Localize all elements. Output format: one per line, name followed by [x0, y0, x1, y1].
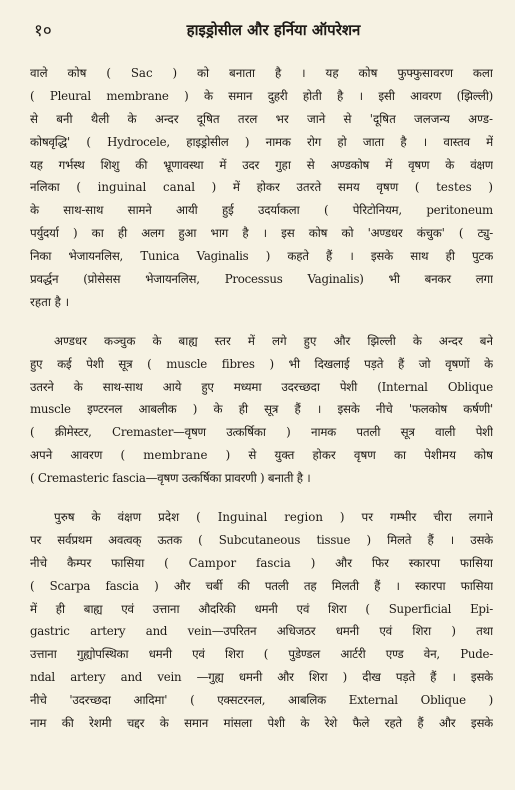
text-line: नलिका ( inguinal canal ) में होकर उतरते समय वृषण ( testes )	[30, 180, 493, 195]
text-line: ( क्रीमेस्टर, Cremaster—वृषण उत्कर्षिका ) नामक पतली सूत्र वाली पेशी	[30, 425, 493, 440]
text-line: पर सर्वप्रथम अवत्वक् ऊतक ( Subcutaneous tissue ) मिलते हैं । उसके	[30, 532, 493, 547]
text-line: नाम की रेशमी चद्दर के समान मांसला पेशी के रेशे फैले रहते हैं और इसके	[30, 716, 493, 731]
text-line: उत्ताना गुह्योपस्थिका धमनी एवं शिरा ( पुडेण्डल आर्टरी एण्ड वेन, Pude-	[30, 647, 493, 662]
paragraph-inguinal-incision	[30, 506, 493, 735]
text-line: वाले कोष ( Sac ) को बनाता है । यह कोष फुफ्फुसावरण कला	[30, 66, 493, 80]
text-line: कोषवृद्धि' ( Hydrocele, हाइड्रोसील ) नामक रोग हो जाता है । वास्तव में	[30, 134, 493, 149]
text-line: ( Scarpa fascia ) और चर्बी की पतली तह मिलती हैं । स्कारपा फासिया	[30, 578, 493, 593]
text-line: पुरुष के वंक्षण प्रदेश ( Inguinal region ) पर गम्भीर चीरा लगाने	[54, 510, 493, 525]
text-line: निका भेजायनलिस, Tunica Vaginalis ) कहते हैं । इसके साथ ही पुटक	[30, 249, 493, 264]
running-title: हाइड्रोसील और हर्निया ऑपरेशन	[186, 21, 361, 39]
text-line: अण्डधर कञ्चुक के बाह्य स्तर में लगे हुए और झिल्ली के अन्दर बने	[54, 333, 493, 348]
text-line: अपने आवरण ( membrane ) से युक्त होकर वृषण का पेशीमय कोष	[30, 448, 493, 463]
text-line: के साथ-साथ सामने आयी हुई उदर्याकला ( पेरिटोनियम, peritoneum	[30, 203, 493, 218]
text-line: यह गर्भस्थ शिशु की भ्रूणावस्था में उदर गुहा से अण्डकोष में वृषण के वंक्षण	[30, 157, 493, 172]
text-line: नीचे 'उदरच्छदा आदिमा' ( एक्सटरनल, आबलिक External Oblique )	[30, 693, 493, 708]
text-line: में ही बाह्य एवं उत्ताना औदरिकी धमनी एवं शिरा ( Superficial Epi-	[30, 601, 493, 616]
body-text	[30, 62, 493, 735]
text-line: से बनी थैली के अन्दर दूषित तरल भर जाने से 'दूषित जलजन्य अण्ड-	[30, 111, 493, 126]
text-line: रहता है ।	[30, 294, 70, 309]
text-line: पर्युदर्या ) का ही अलग हुआ भाग है । इस कोष को 'अण्डधर कंचुक' ( ट्यु-	[30, 226, 493, 241]
page-header	[30, 16, 493, 48]
text-line: उतरने के साथ-साथ आये हुए मध्यमा उदरच्छदा पेशी (Internal Oblique	[30, 379, 493, 394]
text-line: gastric artery and vein—उपरितन अधिजठर धमनी एवं शिरा ) तथा	[30, 624, 493, 639]
text-line: नीचे कैम्पर फासिया ( Campor fascia ) और फिर स्कारपा फासिया	[30, 555, 493, 570]
paragraph-cremaster	[30, 330, 493, 490]
text-line: ( Pleural membrane ) के समान दुहरी होती है । इसी आवरण (झिल्ली)	[30, 88, 493, 103]
text-line: ndal artery and vein —गुह्य धमनी और शिरा ) दीख पड़ते हैं । इसके	[30, 670, 493, 685]
page-number: १०	[34, 21, 52, 41]
text-line: हुए कई पेशी सूत्र ( muscle fibres ) भी दिखलाई पड़ते हैं जो वृषणों के	[30, 356, 493, 371]
text-line: muscle इण्टरनल आबलीक ) के ही सूत्र हैं । इसके नीचे 'फलकोष कर्षणी'	[30, 402, 493, 417]
text-line: ( Cremasteric fascia—वृषण उत्कर्षिका प्रावरणी ) बनाती है ।	[30, 471, 311, 486]
text-line: प्रवर्द्धन (प्रोसेसस भेजायनलिस, Processus Vaginalis) भी बनकर लगा	[30, 272, 493, 287]
paragraph-sac-hydrocele	[30, 62, 493, 314]
